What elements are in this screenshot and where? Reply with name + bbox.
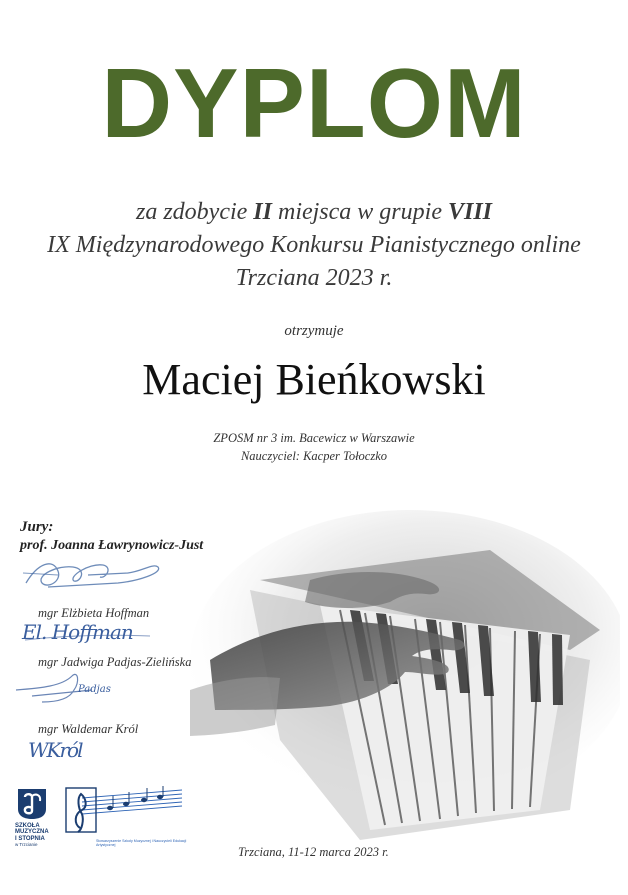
logo-line-3: I STOPNIA (15, 835, 45, 842)
school-logo-text (15, 823, 55, 849)
signature-1 (18, 553, 168, 595)
diploma-date: Trzciana, 11-12 marca 2023 r. (238, 845, 389, 859)
winner-name: Maciej Bieńkowski (142, 355, 486, 404)
jury-member-1: prof. Joanna Ławrynowicz-Just (20, 538, 204, 553)
jury-member-2: mgr Elżbieta Hoffman (38, 606, 150, 620)
teacher-name: Nauczyciel: Kacper Tołoczko (240, 449, 388, 463)
logo-line-1: SZKOŁA (15, 823, 40, 829)
receives-label: otrzymuje (284, 323, 344, 339)
association-text: Stowarzyszenie Szkoły Muzycznej i Nauczycieli Edukacji Artystycznej (96, 839, 187, 847)
school-logo-icon (14, 785, 50, 821)
school-info (0, 429, 628, 465)
jury-member-4: mgr Waldemar Król (38, 722, 139, 736)
association-logo (64, 784, 184, 840)
award-line-3: Trzciana 2023 r. (235, 265, 393, 291)
award-place: II (253, 199, 272, 225)
jury-member-3: mgr Jadwiga Padjas-Zielińska (38, 655, 192, 669)
signature-4: WKról (28, 738, 82, 762)
award-line-1 (0, 196, 628, 229)
award-prefix: za zdobycie (135, 199, 254, 225)
award-middle: miejsca w grupie (271, 199, 448, 225)
jury-heading: Jury: (20, 519, 54, 535)
award-text (0, 196, 628, 295)
logo-line-2: MUZYCZNA (15, 829, 49, 836)
school-name: ZPOSM nr 3 im. Bacewicz w Warszawie (213, 431, 415, 445)
signature-2: El. Hoffman (22, 620, 133, 644)
piano-hands-illustration (190, 510, 620, 850)
award-group: VIII (447, 199, 492, 225)
award-line-2: IX Międzynarodowego Konkursu Pianistycznego online (47, 232, 581, 258)
diploma-title: DYPLOM (101, 48, 527, 158)
signature-2-flourish (20, 630, 170, 648)
signature-3-text: Padjas (78, 684, 111, 695)
logo-line-4: w Trzcianie (15, 842, 38, 848)
